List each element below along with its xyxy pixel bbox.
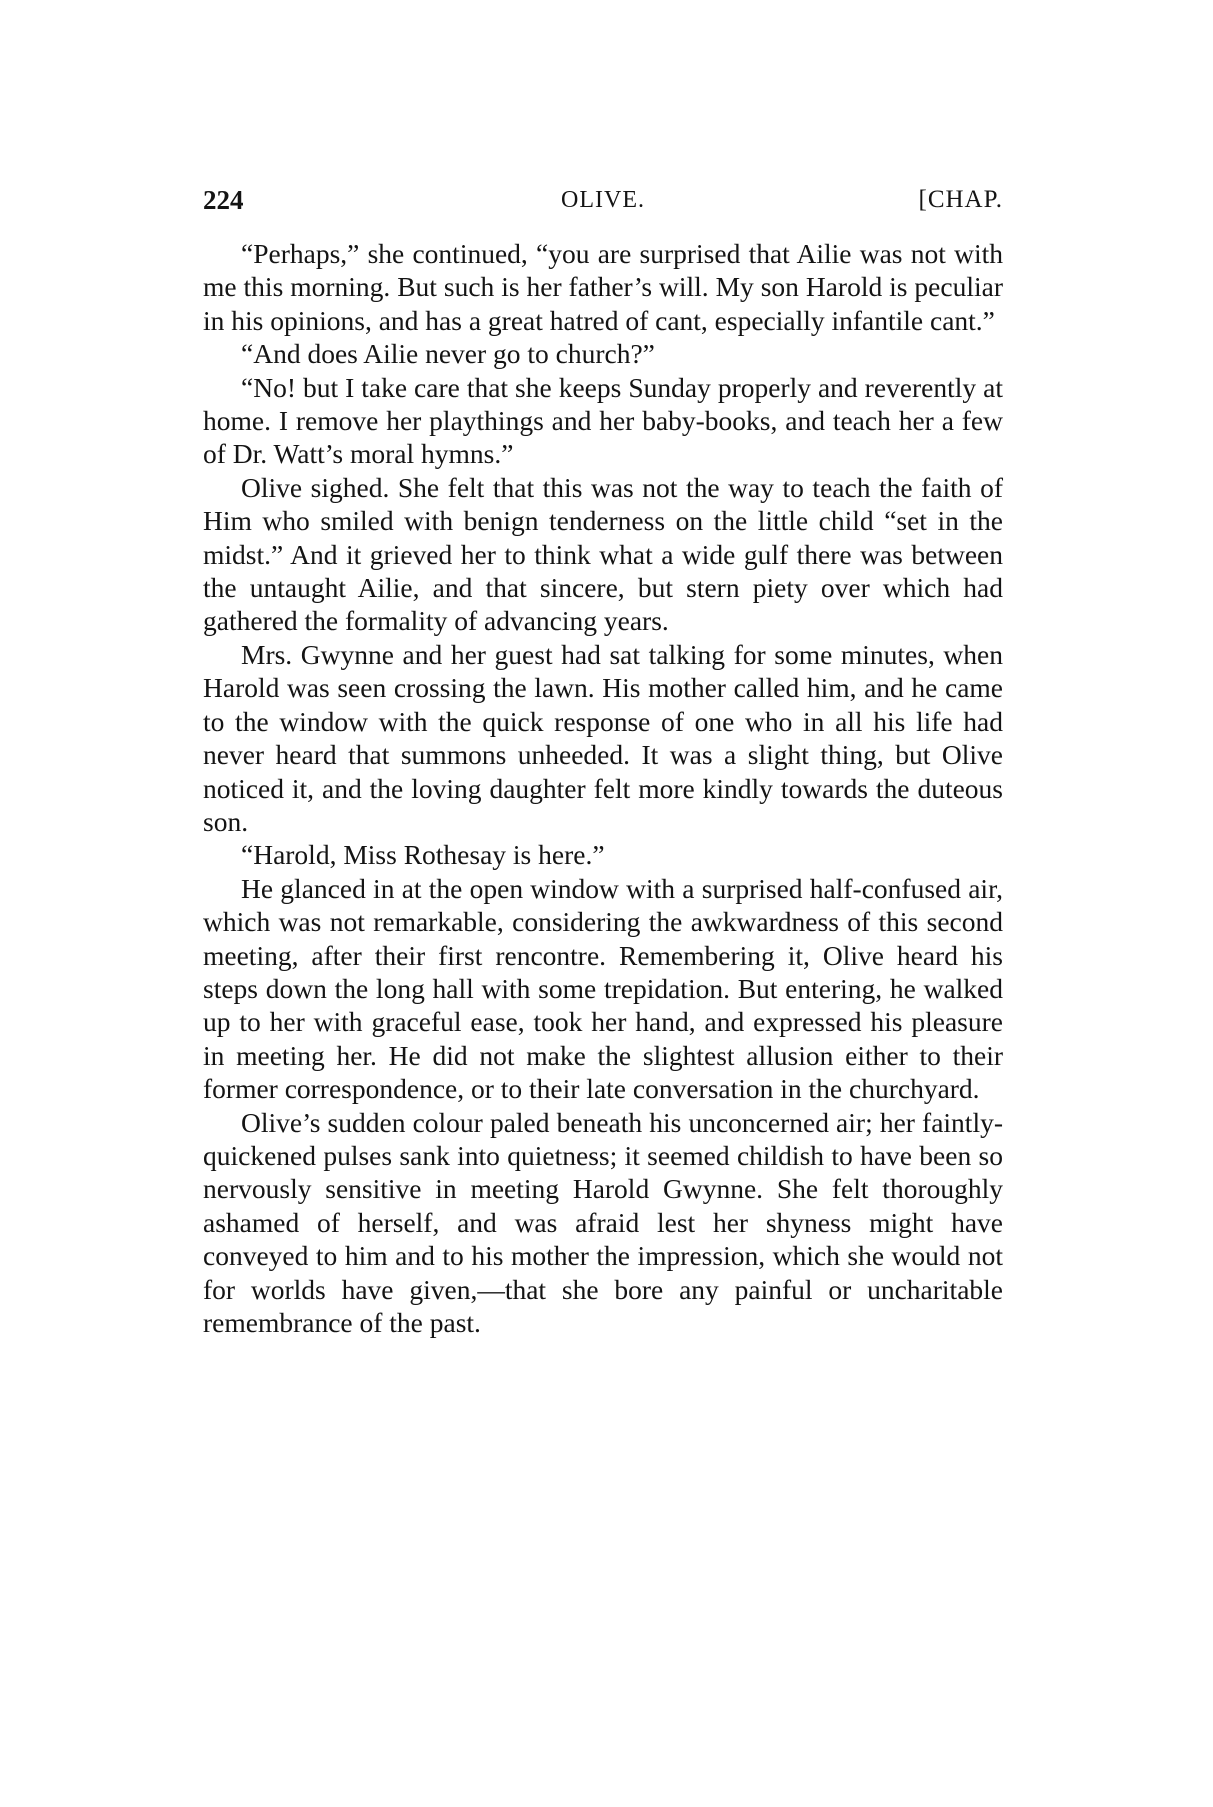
paragraph: “And does Ailie never go to church?” xyxy=(241,338,655,370)
chapter-label: [CHAP. xyxy=(918,186,1003,213)
book-page xyxy=(203,0,1003,1807)
paragraph: Mrs. Gwynne and her guest had sat talking for some minutes, when Harold was seen crossing the lawn. His mother called him, and he came to the window with the quick response of one who in all his life had never heard that summons unheeded. It was a slight thing, but Olive noticed it, and the loving daughter felt more kindly towards the duteous son. xyxy=(203,638,1003,837)
paragraph: “No! but I take care that she keeps Sunday properly and reverently at home. I remove her playthings and her baby-books, and teach her a few of Dr. Watt’s moral hymns.” xyxy=(203,371,1003,470)
page-number: 224 xyxy=(203,185,244,215)
body-text xyxy=(203,237,1003,1339)
running-title: OLIVE. xyxy=(561,187,645,213)
paragraph: “Harold, Miss Rothesay is here.” xyxy=(241,839,605,871)
paragraph: He glanced in at the open window with a surprised half-confused air, which was not remarkable, considering the awkwardness of this second meeting, after their first rencontre. Remembering it, Olive heard his steps down the long hall with some trepidation. But entering, he walked up to her with graceful ease, took her hand, and expressed his pleasure in meeting her. He did not make the slightest allusion either to their former correspondence, or to their late conversation in the churchyard. xyxy=(203,872,1003,1105)
paragraph: Olive sighed. She felt that this was not the way to teach the faith of Him who smiled with benign tenderness on the little child “set in the midst.” And it grieved her to think what a wide gulf there was between the untaught Ailie, and that sincere, but stern piety over which had gathered the formality of advancing years. xyxy=(203,471,1003,637)
paragraph: Olive’s sudden colour paled beneath his unconcerned air; her faintly-quickened pulses sank into quietness; it seemed childish to have been so nervously sensitive in meeting Harold Gwynne. She felt thoroughly ashamed of herself, and was afraid lest her shyness might have conveyed to him and to his mother the impression, which she would not for worlds have given,—that she bore any painful or uncharitable remembrance of the past. xyxy=(203,1106,1003,1338)
running-head xyxy=(203,180,1003,220)
paragraph: “Perhaps,” she continued, “you are surprised that Ailie was not with me this morning. But such is her father’s will. My son Harold is peculiar in his opinions, and has a great hatred of cant, especially infantile cant.” xyxy=(203,238,1003,336)
